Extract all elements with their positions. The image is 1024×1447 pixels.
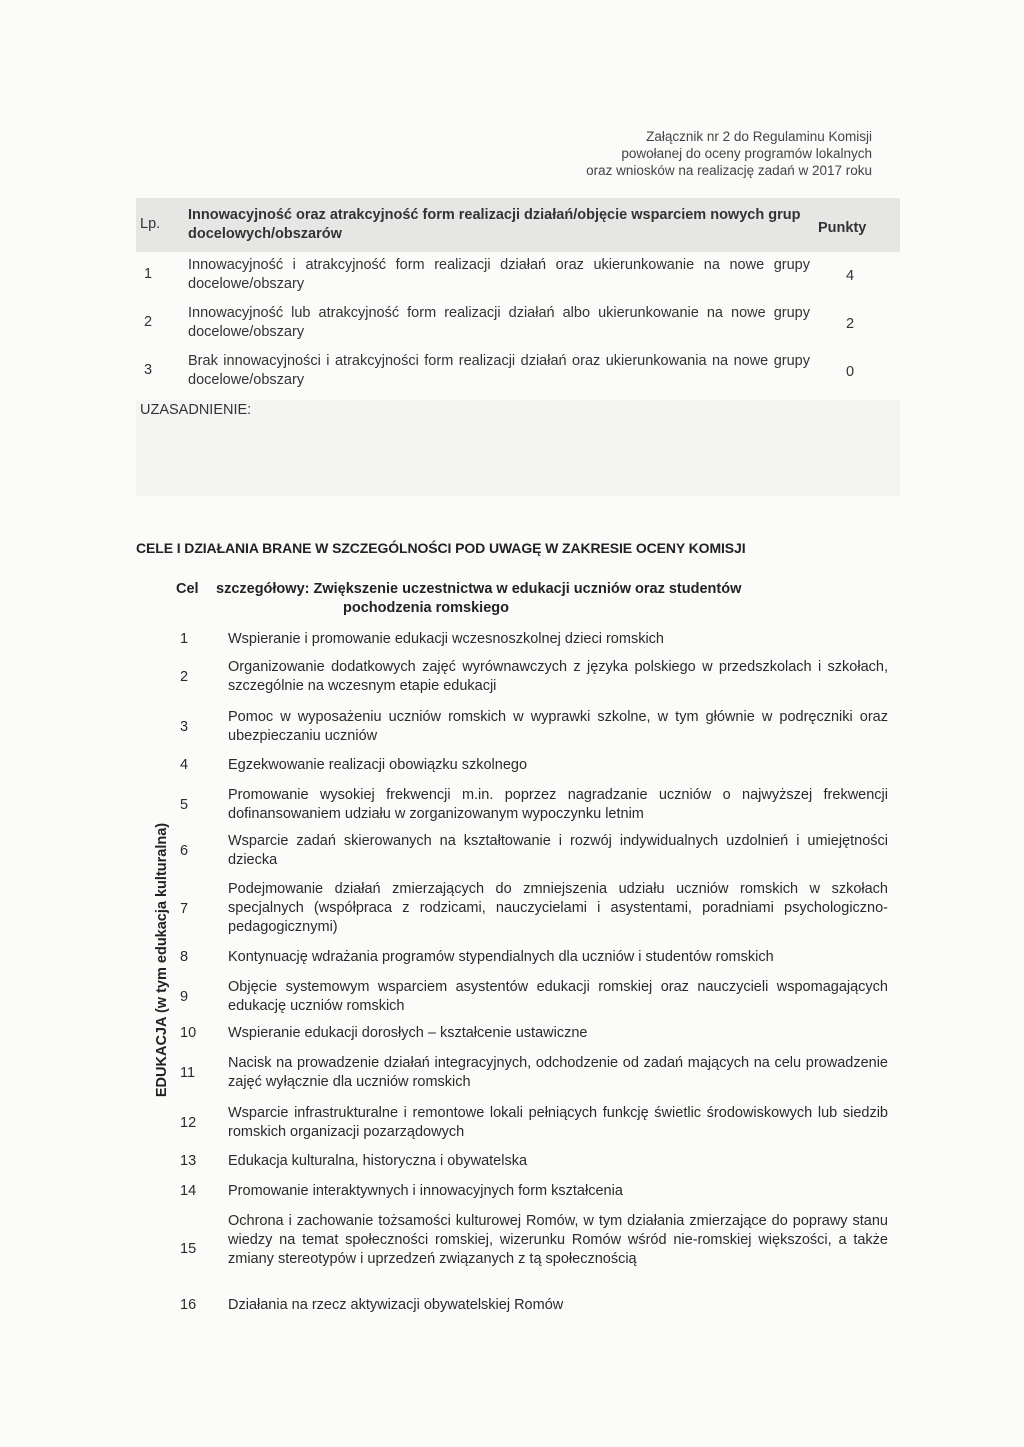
column-points: Punkty bbox=[818, 220, 867, 236]
row-text: Innowacyjność lub atrakcyjność form realizacji działań albo ukierunkowanie na nowe grupy docelowe/obszary bbox=[188, 305, 810, 340]
item-text: Wsparcie infrastrukturalne i remontowe lokali pełniących funkcję świetlic środowiskowych lub siedzib romskich organizacji pozarządowych bbox=[228, 1105, 888, 1140]
header-line-3: oraz wniosków na realizację zadań w 2017 roku bbox=[586, 163, 872, 178]
item-number: 2 bbox=[180, 669, 189, 685]
header-line-1: Załącznik nr 2 do Regulaminu Komisji bbox=[646, 129, 872, 144]
item-number: 15 bbox=[180, 1241, 197, 1257]
row-text: Brak innowacyjności i atrakcyjności form realizacji działań oraz ukierunkowania na nowe grupy docelowe/obszary bbox=[188, 353, 810, 388]
item-text: Objęcie systemowym wsparciem asystentów edukacji romskiej oraz nauczycieli wspomagających edukację uczniów romskich bbox=[228, 979, 888, 1014]
item-number: 10 bbox=[180, 1025, 197, 1041]
table-row bbox=[136, 300, 900, 348]
row-points: 2 bbox=[846, 316, 855, 332]
item-text: Wspieranie i promowanie edukacji wczesnoszkolnej dzieci romskich bbox=[228, 631, 664, 647]
item-text: Promowanie wysokiej frekwencji m.in. poprzez nagradzanie uczniów o najwyższej frekwencji dofinansowaniem udziału w zorganizowanym wypoczynku letnim bbox=[228, 787, 888, 822]
row-lp: 3 bbox=[144, 362, 153, 378]
item-text: Wsparcie zadań skierowanych na kształtowanie i rozwój indywidualnych uzdolnień i umiejętności dziecka bbox=[228, 833, 888, 868]
item-text: Organizowanie dodatkowych zajęć wyrównawczych z języka polskiego w przedszkolach i szkołach, szczególnie na wczesnym etapie edukacji bbox=[228, 659, 888, 694]
item-number: 5 bbox=[180, 797, 189, 813]
item-number: 12 bbox=[180, 1115, 197, 1131]
scoring-table bbox=[136, 198, 900, 396]
row-lp: 2 bbox=[144, 314, 153, 330]
item-text: Egzekwowanie realizacji obowiązku szkolnego bbox=[228, 757, 528, 773]
item-number: 14 bbox=[180, 1183, 197, 1199]
section-title: CELE I DZIAŁANIA BRANE W SZCZEGÓLNOŚCI POD UWAGĘ W ZAKRESIE OCENY KOMISJI bbox=[136, 540, 746, 556]
row-points: 0 bbox=[846, 364, 855, 380]
attachment-header bbox=[586, 128, 872, 179]
row-lp: 1 bbox=[144, 266, 153, 282]
item-text: Wspieranie edukacji dorosłych – kształcenie ustawiczne bbox=[228, 1025, 588, 1041]
item-text: Pomoc w wyposażeniu uczniów romskich w wyprawki szkolne, w tym głównie w podręczniki oraz ubezpieczaniu uczniów bbox=[228, 709, 888, 744]
item-text: Promowanie interaktywnych i innowacyjnych form kształcenia bbox=[228, 1183, 623, 1199]
item-text: Podejmowanie działań zmierzających do zmniejszenia udziału uczniów romskich w szkołach specjalnych (współpraca z rodzicami, nauczycielami i asystentami, poradniami psychologiczno-pedagogicznymi) bbox=[228, 881, 888, 935]
item-number: 4 bbox=[180, 757, 189, 773]
item-number: 6 bbox=[180, 843, 189, 859]
area-label bbox=[154, 790, 170, 1130]
item-number: 9 bbox=[180, 989, 189, 1005]
justification-label: UZASADNIENIE: bbox=[140, 402, 252, 418]
item-text: Ochrona i zachowanie tożsamości kulturowej Romów, w tym działania zmierzające do poprawy stanu wiedzy na temat społeczności romskiej, wizerunku Romów wśród nie-romskiej większości, a także zmiany stereotypów i uprzedzeń związanych z tą społecznością bbox=[228, 1213, 888, 1267]
column-criterion: Innowacyjność oraz atrakcyjność form realizacji działań/objęcie wsparciem nowych grup docelowych/obszarów bbox=[188, 207, 801, 242]
justification-box bbox=[136, 400, 900, 496]
area-label-text: EDUKACJA (w tym edukacja kulturalna) bbox=[154, 822, 170, 1098]
item-number: 3 bbox=[180, 719, 189, 735]
header-line-2: powołanej do oceny programów lokalnych bbox=[621, 146, 872, 161]
item-text: Działania na rzecz aktywizacji obywatelskiej Romów bbox=[228, 1297, 564, 1313]
row-text: Innowacyjność i atrakcyjność form realizacji działań oraz ukierunkowanie na nowe grupy docelowe/obszary bbox=[188, 257, 810, 292]
item-number: 11 bbox=[180, 1065, 196, 1081]
table-row bbox=[136, 348, 900, 396]
item-number: 13 bbox=[180, 1153, 197, 1169]
item-number: 1 bbox=[180, 631, 189, 647]
item-number: 7 bbox=[180, 901, 189, 917]
goal-text-line-2: pochodzenia romskiego bbox=[343, 600, 509, 616]
table-row bbox=[136, 252, 900, 300]
item-number: 8 bbox=[180, 949, 189, 965]
goal-label: Cel bbox=[176, 581, 199, 597]
row-points: 4 bbox=[846, 268, 855, 284]
column-lp: Lp. bbox=[140, 216, 161, 232]
scoring-table-header bbox=[136, 198, 900, 252]
goal-text-line-1: szczegółowy: Zwiększenie uczestnictwa w edukacji uczniów oraz studentów bbox=[216, 581, 742, 597]
item-number: 16 bbox=[180, 1297, 197, 1313]
item-text: Edukacja kulturalna, historyczna i obywatelska bbox=[228, 1153, 528, 1169]
item-text: Kontynuację wdrażania programów stypendialnych dla uczniów i studentów romskich bbox=[228, 949, 774, 965]
item-text: Nacisk na prowadzenie działań integracyjnych, odchodzenie od zadań mających na celu prowadzenie zajęć wyłącznie dla uczniów romskich bbox=[228, 1055, 888, 1090]
